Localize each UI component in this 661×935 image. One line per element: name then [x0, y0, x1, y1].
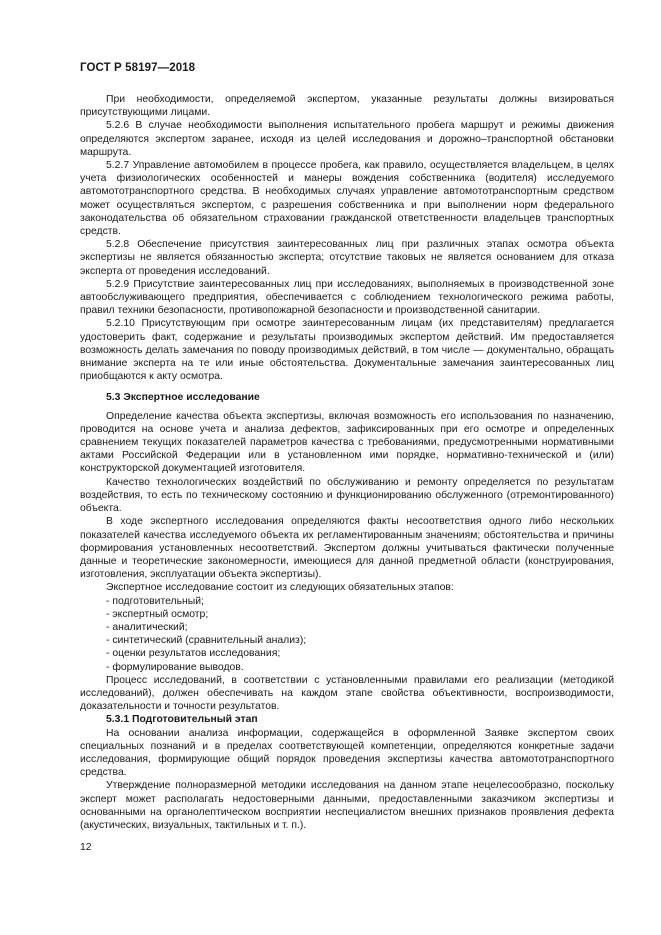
paragraph-5-2-8: 5.2.8 Обеспечение присутствия заинтересованных лиц при различных этапах осмотра объекта экспертизы не является обязанностью эксперта; отсутствие таковых не является основанием для отказа эксперта от проведения исследований.: [80, 239, 614, 277]
list-item: - формулирование выводов.: [80, 661, 614, 674]
list-item: - аналитический;: [80, 621, 614, 634]
list-item: - синтетический (сравнительный анализ);: [80, 634, 614, 647]
list-item: - подготовительный;: [80, 595, 614, 608]
paragraph-5-2-9: 5.2.9 Присутствие заинтересованных лиц при исследованиях, выполняемых в производственной зоне автообслуживающего предприятия, обеспечивается с соблюдением технологического режима работы, правил техники безопасности, противопожарной безопасности и производственной санитарии.: [80, 278, 614, 317]
section-heading-5-3: 5.3 Экспертное исследование: [106, 392, 260, 404]
list-item: - экспертный осмотр;: [80, 608, 614, 621]
section-heading-5-3-1: 5.3.1 Подготовительный этап: [106, 714, 258, 726]
list-item: - оценки результатов исследования;: [80, 647, 614, 660]
paragraph: Качество технологических воздействий по обслуживанию и ремонту определяется по результатам воздействия, то есть по техническому состоянию и функционированию обслуженного (отремонтированного) объекта.: [80, 476, 614, 515]
page-number: 12: [80, 842, 92, 853]
paragraph: В ходе экспертного исследования определяются факты несоответствия одного либо нескольких показателей качества исследуемого объекта их регламентированным значениям; обстоятельства и причины формирования установленных несоответствий. Экспертом должны учитываться фактически полученные данные и теоретические закономерности, имеющиеся для данной предметной области (конструирования, изготовления, эксплуатации объекта экспертизы).: [80, 516, 614, 581]
paragraph-5-2-7: 5.2.7 Управление автомобилем в процессе пробега, как правило, осуществляется владельцем, в целях учета физиологических особенностей и манеры вождения собственника (водителя) исследуемого автомототранспортного средства. В необходимых случаях управление автомототранспортным средством может осуществляться экспертом, с разрешения собственника и при выполнении норм федерального законодательства об обязательном страховании гражданской ответственности владельцев транспортных средств.: [80, 160, 614, 238]
paragraph: Экспертное исследование состоит из следующих обязательных этапов:: [106, 582, 454, 594]
page-content: [80, 93, 614, 832]
paragraph: Определение качества объекта экспертизы, включая возможность его использования по назначению, проводится на основе учета и анализа дефектов, зафиксированных при его осмотре и определенных сравнением текущих показателей параметров качества с требованиями, предусмотренными нормативными актами Российской Федерации или в установленном ими порядке, нормативно-технической и (или) конструкторской документацией изготовителя.: [80, 410, 614, 475]
document-header: ГОСТ Р 58197—2018: [80, 62, 196, 74]
paragraph-5-2-6: 5.2.6 В случае необходимости выполнения испытательного пробега маршрут и режимы движения определяются экспертом заранее, исходя из целей исследования и дорожно–транспортной обстановки маршрута.: [80, 120, 614, 158]
paragraph: При необходимости, определяемой экспертом, указанные результаты должны визироваться присутствующими лицами.: [80, 94, 614, 119]
stages-list: [80, 595, 614, 674]
paragraph-5-2-10: 5.2.10 Присутствующим при осмотре заинтересованным лицам (их представителям) предлагается удостоверить факт, содержание и результаты производимых экспертом действий. Им предоставляется возможность делать замечания по поводу производимых действий, в том числе — документально, обращать внимание эксперта на те или иные обстоятельства. Документальные замечания заинтересованных лиц приобщаются к акту осмотра.: [80, 318, 614, 383]
paragraph: Процесс исследований, в соответствии с установленными правилами его реализации (методикой исследований), должен обеспечивать на каждом этапе свойства объективности, воспроизводимости, доказательности и точности результатов.: [80, 674, 614, 713]
paragraph: Утверждение полноразмерной методики исследования на данном этапе нецелесообразно, поскольку эксперт может располагать недостоверными данными, предоставленными заказчиком экспертизы и основанными на органолептическом восприятии неспециалистом внешних признаков проявления дефекта (акустических, визуальных, тактильных и т. п.).: [80, 780, 614, 831]
paragraph: На основании анализа информации, содержащейся в оформленной Заявке экспертом своих специальных познаний и в пределах соответствующей компетенции, определяются конкретные задачи исследования, формирующие общий порядок проведения экспертизы качества автомототранспортного средства.: [80, 727, 614, 779]
